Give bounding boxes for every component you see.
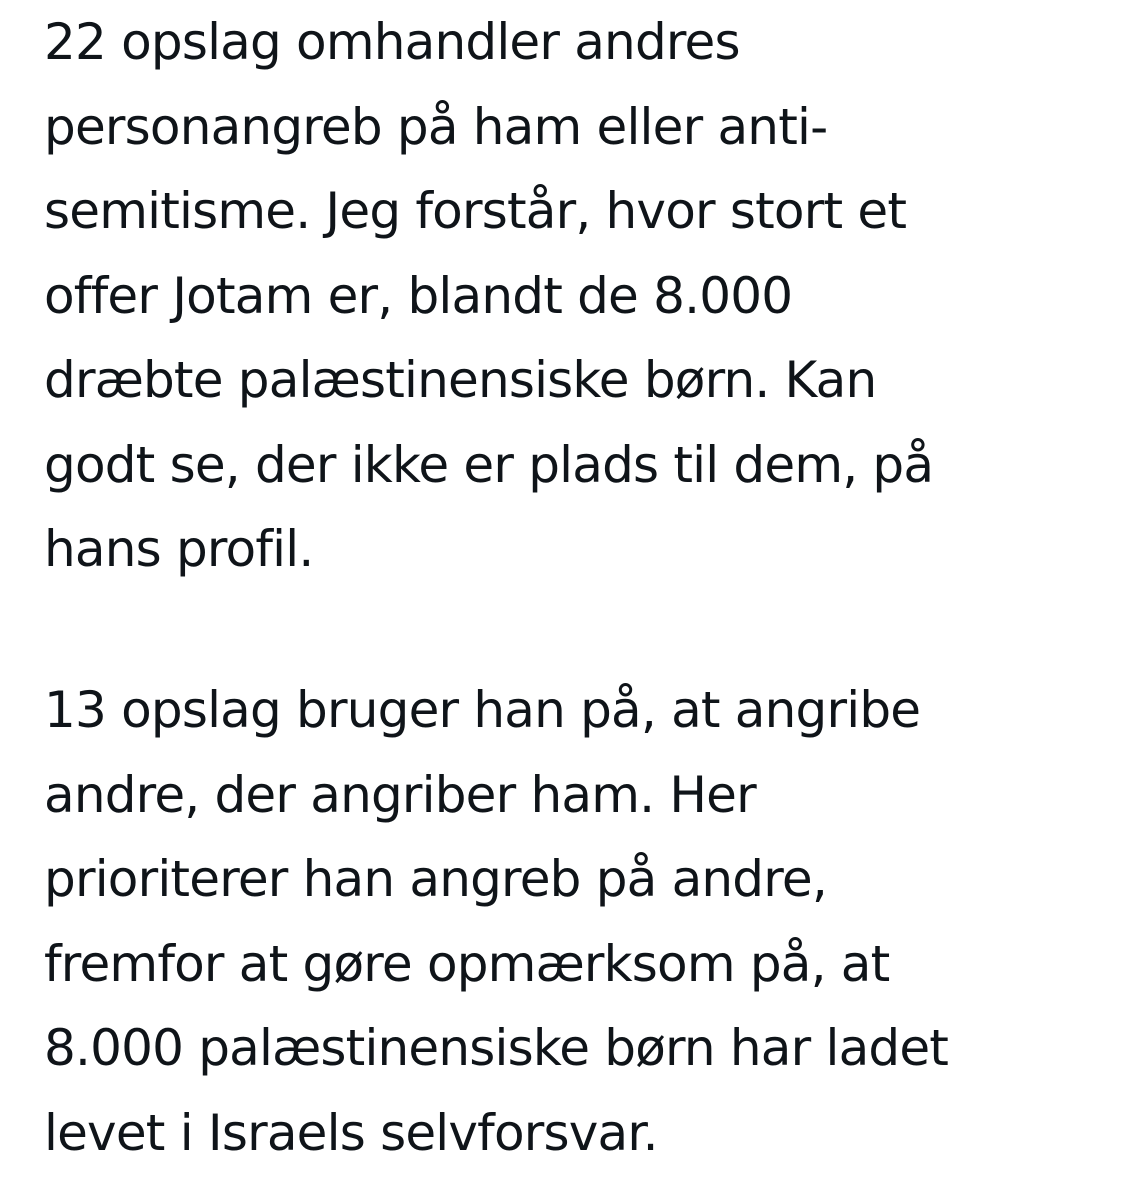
text-line: offer Jotam er, blandt de 8.000	[44, 266, 793, 325]
text-line: godt se, der ikke er plads til dem, på	[44, 435, 934, 494]
text-line: prioriterer han angreb på andre,	[44, 850, 827, 908]
text-line: hans profil.	[44, 520, 314, 578]
text-line: andre, der angriber ham. Her	[44, 765, 756, 824]
text-line: levet i Israels selvforsvar.	[44, 1103, 658, 1162]
text-line: 8.000 palæstinensiske børn har ladet	[44, 1019, 949, 1077]
text-line: 13 opslag bruger han på, at angribe	[44, 681, 921, 739]
text-line: 22 opslag omhandler andres	[44, 13, 740, 71]
text-line: personangreb på ham eller anti-	[44, 97, 828, 156]
text-line: fremfor at gøre opmærksom på, at	[44, 934, 890, 993]
text-line: semitisme. Jeg forstår, hvor stort et	[44, 182, 907, 240]
text-line: dræbte palæstinensiske børn. Kan	[44, 351, 877, 409]
post-paragraph-2	[44, 668, 1124, 1175]
post-paragraph-1	[44, 0, 1124, 592]
